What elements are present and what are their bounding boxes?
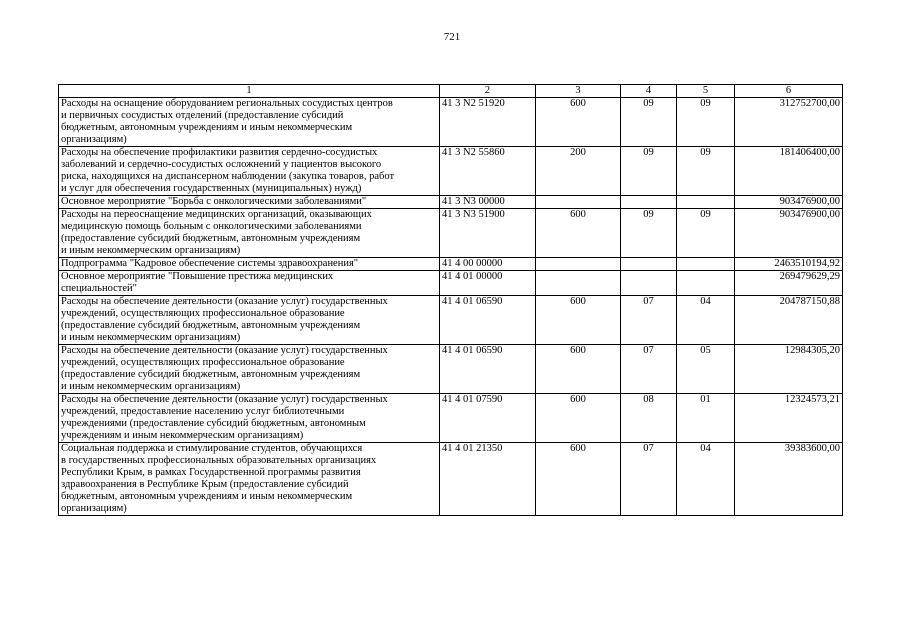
page-number: 721 — [443, 31, 461, 43]
row-amount-cell: 39383600,00 — [735, 443, 843, 516]
row-subsection-cell: 09 — [677, 98, 735, 147]
table-row — [59, 258, 843, 271]
row-name-line: Основное мероприятие "Повышение престижа медицинских — [61, 271, 334, 282]
row-expense-type-cell: 600 — [536, 296, 621, 345]
table-row — [59, 345, 843, 394]
row-name-line: (предоставление субсидий бюджетным, автономным учреждениям — [61, 369, 361, 380]
row-name-line: бюджетным, автономным учреждениям и иным некоммерческим — [61, 491, 353, 502]
row-name-line: и иным некоммерческим организациям) — [61, 332, 241, 343]
row-name-cell — [59, 271, 440, 296]
row-name-cell — [59, 296, 440, 345]
row-code-cell: 41 4 00 00000 — [440, 258, 536, 271]
row-code-cell: 41 3 N3 00000 — [440, 196, 536, 209]
row-name-line: (предоставление субсидий бюджетным, автономным учреждениям — [61, 233, 361, 244]
header-cell: 1 — [59, 85, 440, 98]
row-expense-type-cell: 600 — [536, 443, 621, 516]
row-expense-type-cell: 600 — [536, 345, 621, 394]
row-amount-cell: 181406400,00 — [735, 147, 843, 196]
row-name-cell — [59, 147, 440, 196]
table-row — [59, 147, 843, 196]
row-amount-cell: 2463510194,92 — [735, 258, 843, 271]
row-name-line: Расходы на оснащение оборудованием региональных сосудистых центров — [61, 98, 393, 109]
table-row — [59, 296, 843, 345]
row-code-cell: 41 4 01 00000 — [440, 271, 536, 296]
row-name-line: Расходы на обеспечение профилактики развития сердечно-сосудистых — [61, 147, 378, 158]
row-subsection-cell: 09 — [677, 147, 735, 196]
row-name-line: Расходы на обеспечение деятельности (оказание услуг) государственных — [61, 296, 388, 307]
row-name-line: организациям) — [61, 134, 127, 145]
row-name-line: специальностей" — [61, 283, 137, 294]
row-name-line: Расходы на обеспечение деятельности (оказание услуг) государственных — [61, 394, 388, 405]
row-name-line: в государственных профессиональных образовательных организациях — [61, 455, 377, 466]
row-subsection-cell: 04 — [677, 443, 735, 516]
row-expense-type-cell — [536, 271, 621, 296]
row-subsection-cell — [677, 271, 735, 296]
row-name-cell — [59, 258, 440, 271]
table-row — [59, 394, 843, 443]
row-name-line: и иным некоммерческим организациям) — [61, 381, 241, 392]
row-expense-type-cell: 600 — [536, 209, 621, 258]
row-name-line: и услуг для обеспечения государственных (муниципальных) нужд) — [61, 183, 362, 194]
row-section-cell — [621, 258, 677, 271]
row-name-line: Расходы на переоснащение медицинских организаций, оказывающих — [61, 209, 372, 220]
row-section-cell: 09 — [621, 147, 677, 196]
row-section-cell: 09 — [621, 209, 677, 258]
row-name-line: и первичных сосудистых отделений (предоставление субсидий — [61, 110, 344, 121]
row-name-line: (предоставление субсидий бюджетным, автономным учреждениям — [61, 320, 361, 331]
header-cell: 5 — [677, 85, 735, 98]
table-row — [59, 443, 843, 516]
row-name-line: Основное мероприятие "Борьба с онкологическими заболеваниями" — [61, 196, 367, 207]
row-subsection-cell: 09 — [677, 209, 735, 258]
row-name-cell — [59, 209, 440, 258]
header-cell: 3 — [536, 85, 621, 98]
row-name-line: медицинскую помощь больным с онкологическими заболеваниями — [61, 221, 362, 232]
table-row — [59, 98, 843, 147]
row-code-cell: 41 3 N2 55860 — [440, 147, 536, 196]
row-section-cell: 07 — [621, 296, 677, 345]
row-name-line: организациям) — [61, 503, 127, 514]
table-row — [59, 271, 843, 296]
table-row — [59, 209, 843, 258]
row-section-cell: 09 — [621, 98, 677, 147]
header-cell: 2 — [440, 85, 536, 98]
row-subsection-cell: 05 — [677, 345, 735, 394]
budget-table — [58, 84, 843, 516]
row-section-cell — [621, 196, 677, 209]
row-name-line: бюджетным, автономным учреждениям и иным некоммерческим — [61, 122, 353, 133]
row-section-cell: 08 — [621, 394, 677, 443]
row-amount-cell: 903476900,00 — [735, 196, 843, 209]
row-expense-type-cell: 200 — [536, 147, 621, 196]
row-name-line: и иным некоммерческим организациям) — [61, 245, 241, 256]
row-code-cell: 41 4 01 07590 — [440, 394, 536, 443]
row-name-line: учреждениями (предоставление субсидий бюджетным, автономным — [61, 418, 366, 429]
row-code-cell: 41 3 N3 51900 — [440, 209, 536, 258]
row-expense-type-cell — [536, 258, 621, 271]
row-name-line: Расходы на обеспечение деятельности (оказание услуг) государственных — [61, 345, 388, 356]
row-name-cell — [59, 196, 440, 209]
row-code-cell: 41 4 01 06590 — [440, 296, 536, 345]
row-name-cell — [59, 394, 440, 443]
row-amount-cell: 12324573,21 — [735, 394, 843, 443]
row-name-line: Подпрограмма "Кадровое обеспечение системы здравоохранения" — [61, 258, 359, 269]
row-name-cell — [59, 345, 440, 394]
row-name-cell — [59, 98, 440, 147]
row-expense-type-cell: 600 — [536, 98, 621, 147]
row-subsection-cell — [677, 196, 735, 209]
row-name-cell — [59, 443, 440, 516]
row-expense-type-cell: 600 — [536, 394, 621, 443]
table-row — [59, 196, 843, 209]
row-amount-cell: 204787150,88 — [735, 296, 843, 345]
row-code-cell: 41 4 01 21350 — [440, 443, 536, 516]
row-section-cell: 07 — [621, 345, 677, 394]
row-name-line: учреждений, осуществляющих профессиональное образование — [61, 357, 345, 368]
row-name-line: здравоохранения в Республике Крым (предоставление субсидий — [61, 479, 349, 490]
row-name-line: Социальная поддержка и стимулирование студентов, обучающихся — [61, 443, 363, 454]
row-code-cell: 41 3 N2 51920 — [440, 98, 536, 147]
row-name-line: заболеваний и сердечно-сосудистых осложнений у пациентов высокого — [61, 159, 382, 170]
row-amount-cell: 903476900,00 — [735, 209, 843, 258]
row-amount-cell: 269479629,29 — [735, 271, 843, 296]
table-header-row — [59, 85, 843, 98]
row-name-line: Республики Крым, в рамках Государственной программы развития — [61, 467, 361, 478]
row-code-cell: 41 4 01 06590 — [440, 345, 536, 394]
row-subsection-cell: 04 — [677, 296, 735, 345]
row-subsection-cell: 01 — [677, 394, 735, 443]
row-expense-type-cell — [536, 196, 621, 209]
row-name-line: учреждениям и иным некоммерческим организациям) — [61, 430, 304, 441]
row-name-line: риска, находящихся на диспансерном наблюдении (закупка товаров, работ — [61, 171, 395, 182]
header-cell: 6 — [735, 85, 843, 98]
row-section-cell: 07 — [621, 443, 677, 516]
row-amount-cell: 312752700,00 — [735, 98, 843, 147]
row-name-line: учреждений, предоставление населению услуг библиотечными — [61, 406, 345, 417]
row-section-cell — [621, 271, 677, 296]
row-amount-cell: 12984305,20 — [735, 345, 843, 394]
row-name-line: учреждений, осуществляющих профессиональное образование — [61, 308, 345, 319]
row-subsection-cell — [677, 258, 735, 271]
header-cell: 4 — [621, 85, 677, 98]
